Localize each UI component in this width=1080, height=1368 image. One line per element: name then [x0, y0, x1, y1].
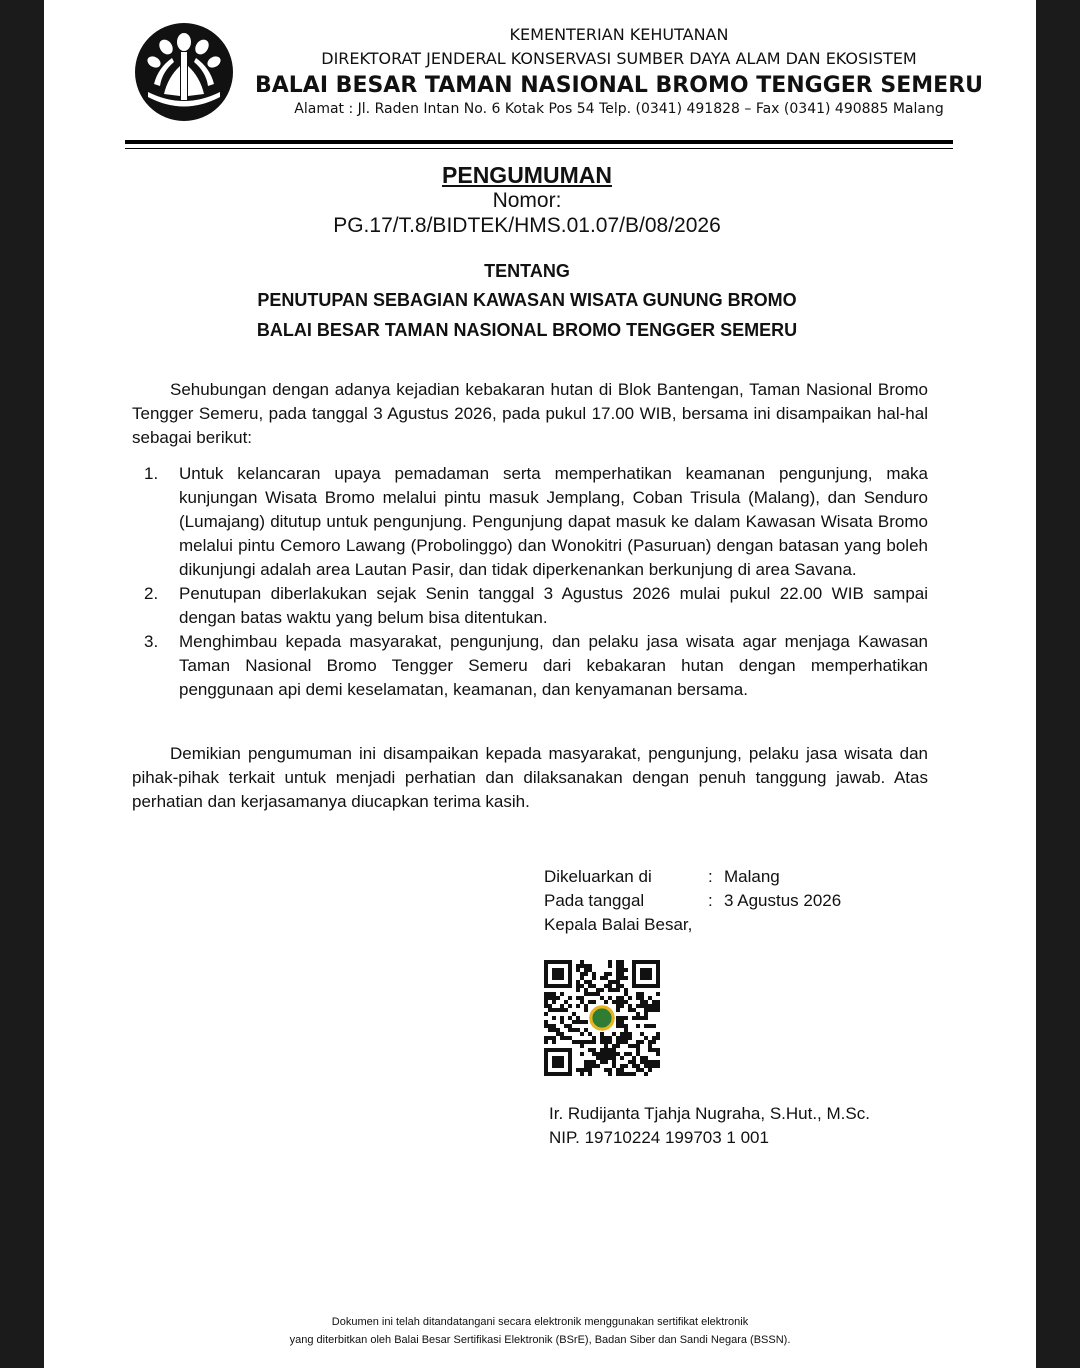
colon: :	[708, 891, 713, 910]
ministry-name: KEMENTERIAN KEHUTANAN	[509, 25, 729, 44]
list-item-number: 3.	[144, 632, 159, 651]
intro-paragraph: Sehubungan dengan adanya kejadian kebakaran hutan di Blok Bantengan, Taman Nasional Bromo Tengger Semeru, pada tanggal 3 Agustus 2026, pada pukul 17.00 WIB, bersama ini disampaikan hal-hal sebagai berikut:	[132, 380, 928, 447]
issued-date-label: Pada tanggal	[544, 891, 645, 910]
letterhead-divider-thin	[125, 148, 953, 149]
issued-place-row	[544, 865, 841, 889]
issued-date-value: 3 Agustus 2026	[724, 891, 842, 910]
office-name: BALAI BESAR TAMAN NASIONAL BROMO TENGGER SEMERU	[254, 73, 983, 98]
signer-name: Ir. Rudijanta Tjahja Nugraha, S.Hut., M.Sc.	[549, 1104, 870, 1123]
footer-line-2: yang diterbitkan oleh Balai Besar Sertifikasi Elektronik (BSrE), Badan Siber dan Sandi Negara (BSSN).	[289, 1334, 791, 1346]
letterhead-divider-thick	[125, 140, 953, 144]
list-item-text: Menghimbau kepada masyarakat, pengunjung, dan pelaku jasa wisata agar menjaga Kawasan Taman Nasional Bromo Tengger Semeru dari kebakaran hutan dengan memperhatikan penggunaan api demi keselamatan, keamanan, dan kenyamanan bersama.	[179, 632, 928, 699]
footer-line-1: Dokumen ini telah ditandatangani secara elektronik menggunakan sertifikat elektronik	[331, 1316, 749, 1328]
issued-date-row	[544, 889, 841, 913]
list-item-number: 2.	[144, 584, 159, 603]
directorate-name: DIREKTORAT JENDERAL KONSERVASI SUMBER DAYA ALAM DAN EKOSISTEM	[321, 49, 917, 68]
announcement-list	[132, 462, 928, 702]
qr-code-icon	[544, 960, 660, 1076]
subject-line-2: BALAI BESAR TAMAN NASIONAL BROMO TENGGER SEMERU	[256, 320, 798, 340]
document-page	[44, 0, 1036, 1368]
esignature-footer	[44, 1313, 1036, 1349]
list-item	[132, 582, 928, 630]
document-number: PG.17/T.8/BIDTEK/HMS.01.07/B/08/2026	[333, 214, 721, 237]
subject-line-1: PENUTUPAN SEBAGIAN KAWASAN WISATA GUNUNG BROMO	[257, 290, 797, 310]
list-item-text: Penutupan diberlakukan sejak Senin tanggal 3 Agustus 2026 mulai pukul 22.00 WIB sampai dengan batas waktu yang belum bisa ditentukan.	[179, 584, 928, 627]
office-address: Alamat : Jl. Raden Intan No. 6 Kotak Pos 54 Telp. (0341) 491828 – Fax (0341) 490885 Malang	[294, 101, 944, 117]
list-item-number: 1.	[144, 464, 159, 483]
issued-place-label: Dikeluarkan di	[544, 867, 652, 886]
subject-label: TENTANG	[484, 261, 570, 281]
tree-logo-icon	[134, 22, 234, 122]
colon: :	[708, 867, 713, 886]
list-item	[132, 462, 928, 582]
signer-nip: NIP. 19710224 199703 1 001	[549, 1128, 769, 1147]
signature-details	[544, 865, 841, 937]
signer-block	[549, 1102, 870, 1150]
closing-paragraph: Demikian pengumuman ini disampaikan kepada masyarakat, pengunjung, pelaku jasa wisata dan pihak-pihak terkait untuk menjadi perhatian dan dilaksanakan dengan penuh tanggung jawab. Atas perhatian dan kerjasamanya diucapkan terima kasih.	[132, 744, 928, 811]
list-item-text: Untuk kelancaran upaya pemadaman serta memperhatikan keamanan pengunjung, maka kunjungan Wisata Bromo melalui pintu masuk Jemplang, Coban Trisula (Malang), dan Senduro (Lumajang) ditutup untuk pengunjung. Pengunjung dapat masuk ke dalam Kawasan Wisata Bromo melalui pintu Cemoro Lawang (Probolinggo) dan Wonokitri (Pasuruan) dengan batasan yang boleh dikunjungi adalah area Lautan Pasir, dan tidak diperkenankan berkunjung di area Savana.	[179, 464, 928, 579]
signer-position: Kepala Balai Besar,	[544, 915, 693, 934]
number-label: Nomor:	[492, 189, 562, 212]
issued-place-value: Malang	[724, 867, 780, 886]
list-item	[132, 630, 928, 702]
announcement-heading: PENGUMUMAN	[442, 162, 612, 188]
